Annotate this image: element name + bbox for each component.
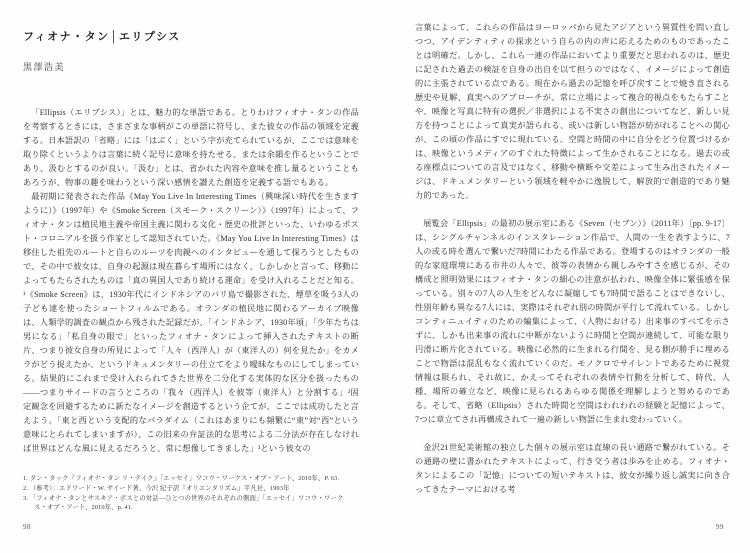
footnote-1: 1. タン・タック『フィオナ・タン リ・テイク』「エッセイ」ワコウ・ワークス・オブ・アート、2010年、P. 63. [23,475,340,482]
body-paragraph: 金沢21世紀美術館の独立した個々の展示室は直線の長い通路で繋がれている。その通路の壁に書かれたテキストによって、行き交う者は歩みを止める。フィオナ・タンによるこの「記憶」についての短いテキストは、彼女が繰り返し誠実に向き合ってきたテーマにおける考 [415,443,730,494]
footnote-2: 2. （参考）：エドワード・W. サイード著、今沢 紀子訳『オリエンタリズム』平凡社、1993年 [23,484,290,492]
right-page-body [415,21,730,497]
footnote-3: 3. 「フィオナ・タンとサスキア・ボスとの対話—ひとつの世界のそれぞれの側面」「エッセイ」ワコウ・ワークス・オブ・アート、2010年、p. 41. [23,494,344,512]
left-page-body [23,106,359,456]
body-paragraph-continuation: 言葉によって、これらの作品はヨーロッパから見たアジアという異質性を問い直しつつ、アイデンティティの探求という自らの内の声に応えるためのものであったことは明確だ。しかし、これら一連の作品においてより重要だと思われるのは、歴史に記された過去の検証を自身の出自を以て担うのではなく、イメージによって創造的に主張されている点である。現在から過去の記憶を呼び戻すことで焼き直される歴史や見解、真実へのアプローチが、常に立場によって複合的視点をもたらすことや、映像と写真に特有の選択／非選択による不実さの創出についてなど、新しい見方を持つことによって真実が語られる、或いは新しい物語が紡がれることへの関心が、この頃の作品にすでに現れている。空間と時間の中に自分をどう位置づけるかは、映像というメディアのすぐれた特徴によって生かされることになる。過去の或る座標点についての言及ではなく、移動や横断や交差によって生み出されたイメージは、ドキュメンタリーという領域を軽やかに逸脱して、解放的で創造的であり魅力的であった。 [415,23,730,200]
body-paragraph: 展覧会「Ellipsis」の最初の展示室にある《Seven（セブン）》（2011年）〔pp. 9-17〕は、シングルチャンネルのインスタレーション作品で、人間の一生を表すように、7人の或る時を選んで繋いだ7時間にわたる作品である。登場するのはオランダの一般的な家庭環境にある市井の人々で、彼等の表情から親しみやすさを感じるが、その構成と照明効果にはフィオナ・タンの細心の注意が払われ、映像全体に緊張感を保っている。別々の7人の人生をどんなに凝縮しても7時間で語ることはできないし、性別年齢も異なる7人には、実際はそれぞれ別の時間が平行して流れている。しかしコンティニュイティのための編集によって、（人物における）出来事のすべてを示さずに、しかも出来事の流れに中断がないように時間と空間が連続して、可能な限り円滑に断片化されている。映像に必然的に生まれる行間を、見る側が勝手に埋めることで物語は混乱もなく流れていくのだ。モノクロでサイレントであるために視覚情報は限られ、それ故に、かえってそれぞれの表情や行動を分析して、時代、人種、場所の確立など、映像に見られるあらゆる関係を理解しようと努めるのである。そして、省略（Ellipsis）された時間と空間はわれわれの経験と記憶によって、7つに章立てされ再構成されて一遍の新しい物語に生まれ変わっていく。 [415,219,730,424]
footnotes-block [23,474,353,513]
body-paragraph: 最初期に発表された作品《May You Live In Interesting Times（興味深い時代を生きますように）》（1997年）や《Smoke Screen（スモーク・スクリーン）》（1997年）によって、フィオナ・タンは植民地主義や帝国主義に関わる文化・歴史の批評といった、いわゆるポスト・コロニアルを扱う作家として認知されていた。《May You Live In Interesting Times》は移住した祖先のルートと自らのルーツを肉親へのインタビューを通して探ろうとしたもので、その中で彼女は、自身の起源は現在暮らす場所にはなく、しかしかと言って、移動によってもたらされたものは「真の異国人であり続ける運命」を受け入れることだと知る。¹《Smoke Screen》は、1930年代にインドネシアのバリ島で撮影された、煙草を吸う3人の子ども達を使ったショートフィルムである。オランダの植民地に関わるアーカイブ映像は、人類学的調査の観点から残された記録だが、「インドネシア、1930年頃」「少年たちは男になる」「私自身の眼で」といったフィオナ・タンによって挿入されたテキストの断片、つまり彼女自身の所見によって「人々（西洋人）が（東洋人の）何を見たか」をカメラがどう捉えたか、というドキュメンタリーの仕立てをより曖昧なものにしてしまっている。結果的にこれまで受け入れられてきた世界を二分化する実体的な区分を扱ったもの——つまりサイードの言うところの「我々（西洋人）を彼等（東洋人）と分割する」²固定観念を回避するために新たなイメージを創造するという企てが、ここでは成功したと言えよう。「東と西という支配的なパラダイム（これはあまりにも頻繁に“東”対“西”という意味にとられてしまいますが）、この旧来の弁証法的な思考による二分法が存在しなければ世界はどんな風に見えるだろうと、常に想像してきました」³という彼女の [23,192,359,453]
essay-title: フィオナ・タン│エリプシス [23,31,181,43]
page-number-left: 98 [23,523,31,531]
author-name: 黒澤浩美 [23,62,66,72]
page-number-right: 99 [716,523,724,531]
right-page [415,0,730,553]
left-page [23,0,359,553]
body-paragraph: 「Ellipsis（エリプシス）」とは、魅力的な単語である。とりわけフィオナ・タンの作品を考察するときには、さまざまな事柄がこの単語に符号し、また彼女の作品の領域を定義する。日本語訳の「省略」には「はぶく」という字が充てられているが、ここでは意味を取り除くというよりは言葉に続く記号に意味を持たせる、または余韻を作るということであり、汲むとするのが良い。「汲む」とは、省かれた内容や意味を推し量るということもあろうが、物事の趣を味わうという深い感情を讃えた創造を定義する語でもある。 [23,108,359,187]
